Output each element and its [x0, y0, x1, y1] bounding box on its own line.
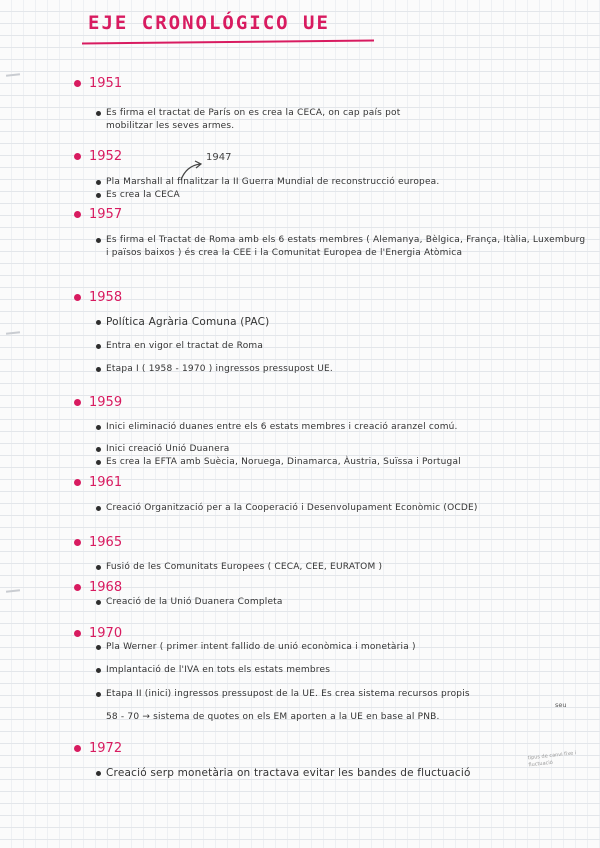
list-item: Entra en vigor el tractat de Roma [106, 340, 586, 353]
year-label: 1961 [89, 475, 123, 490]
margin-mark [6, 73, 20, 76]
list-item: Es firma el tractat de París on es crea la CECA, on cap país pot [106, 107, 586, 120]
year-heading [74, 535, 122, 550]
year-bullet [74, 153, 81, 160]
year-label: 1968 [89, 580, 123, 595]
year-heading [74, 395, 122, 410]
year-annotation: 1947 [206, 152, 232, 163]
list-item: Política Agrària Comuna (PAC) [106, 316, 586, 329]
year-heading [74, 290, 122, 305]
list-item: Creació de la Unió Duanera Completa [106, 596, 586, 609]
year-label: 1951 [89, 76, 123, 91]
list-item: Es crea la EFTA amb Suècia, Noruega, Dinamarca, Àustria, Suïssa i Portugal [106, 456, 586, 469]
list-item: Es crea la CECA [106, 189, 586, 202]
title-underline [82, 39, 374, 44]
year-bullet [74, 294, 81, 301]
year-bullet [74, 630, 81, 637]
year-label: 1957 [89, 207, 123, 222]
year-heading [74, 741, 122, 756]
corner-note: tipus de canvi fixe i fluctuació [527, 750, 577, 769]
year-bullet [74, 539, 81, 546]
list-item: Etapa I ( 1958 - 1970 ) ingressos pressupost UE. [106, 363, 586, 376]
year-label: 1965 [89, 535, 123, 550]
year-label: 1972 [89, 741, 123, 756]
year-heading [74, 580, 122, 595]
list-item: Fusió de les Comunitats Europees ( CECA, CEE, EURATOM ) [106, 561, 586, 574]
page-title: EJE CRONOLÓGICO UE [88, 12, 330, 34]
year-label: 1958 [89, 290, 123, 305]
year-bullet [74, 584, 81, 591]
list-item: Creació Organització per a la Cooperació i Desenvolupament Econòmic (OCDE) [106, 502, 586, 515]
list-item-continuation: 58 - 70 → sistema de quotes on els EM aporten a la UE en base al PNB. [106, 712, 440, 722]
year-label: 1959 [89, 395, 123, 410]
margin-annotation: seu [555, 701, 567, 709]
year-label: 1952 [89, 149, 123, 164]
year-heading [74, 475, 122, 490]
list-item: Pla Marshall al finalitzar la II Guerra Mundial de reconstrucció europea. [106, 176, 586, 189]
list-item-continuation: mobilitzar les seves armes. [106, 121, 235, 131]
list-item: Inici creació Unió Duanera [106, 443, 586, 456]
list-item: Pla Werner ( primer intent fallido de unió econòmica i monetària ) [106, 641, 586, 654]
list-item: Etapa II (inici) ingressos pressupost de la UE. Es crea sistema recursos propis [106, 688, 586, 701]
year-bullet [74, 479, 81, 486]
year-bullet [74, 399, 81, 406]
year-heading [74, 626, 122, 641]
year-bullet [74, 745, 81, 752]
year-heading [74, 76, 122, 91]
year-label: 1970 [89, 626, 123, 641]
list-item: Implantació de l'IVA en tots els estats membres [106, 664, 586, 677]
year-heading [74, 207, 122, 222]
margin-mark [6, 589, 20, 592]
year-heading [74, 149, 122, 164]
list-item: Es firma el Tractat de Roma amb els 6 estats membres ( Alemanya, Bèlgica, França, Itàlia, Luxemburg i països baixos ) és crea la CEE i la Comunitat Europea de l'Energia Atòmica [106, 235, 586, 258]
list-item: Creació serp monetària on tractava evitar les bandes de fluctuació [106, 767, 586, 780]
year-bullet [74, 80, 81, 87]
list-item: Inici eliminació duanes entre els 6 estats membres i creació aranzel comú. [106, 421, 586, 434]
margin-mark [6, 331, 20, 334]
year-bullet [74, 211, 81, 218]
